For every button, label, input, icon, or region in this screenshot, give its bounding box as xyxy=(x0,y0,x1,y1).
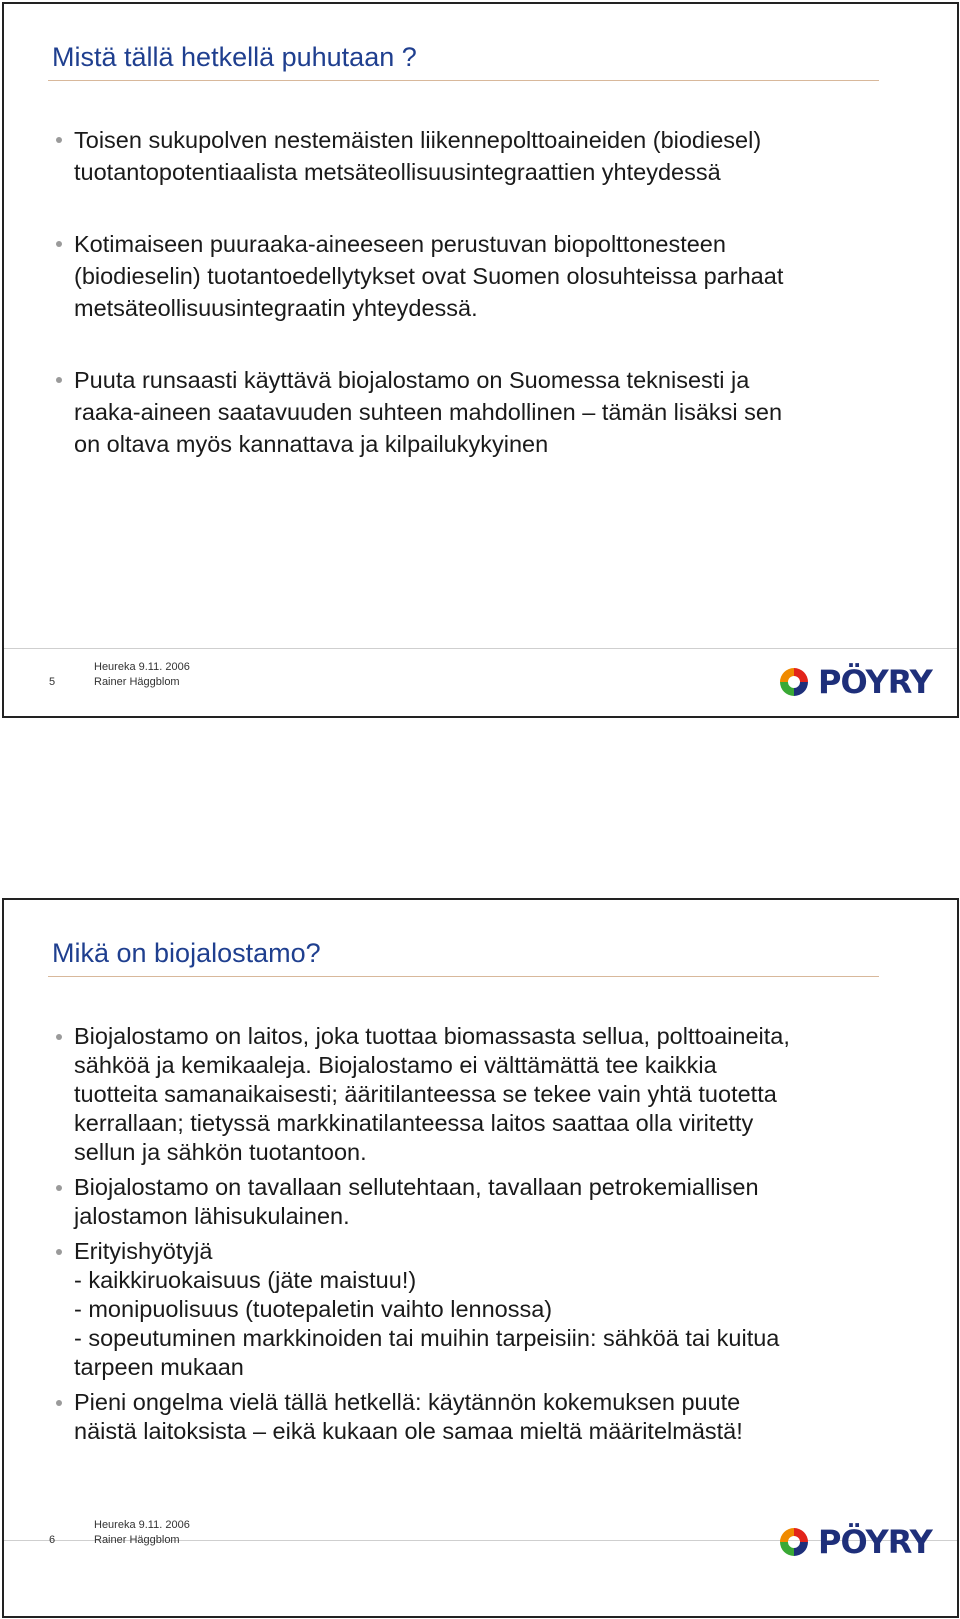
bullet-item xyxy=(54,1237,887,1382)
bullet-icon xyxy=(56,137,62,143)
bullet-text: Biojalostamo on tavallaan sellutehtaan, tavallaan petrokemiallisen jalostamon lähisukulainen. xyxy=(74,1174,759,1229)
bullet-list xyxy=(54,124,887,500)
footer-event: Heureka 9.11. 2006 xyxy=(94,661,190,673)
bullet-icon xyxy=(56,1400,62,1406)
bullet-item xyxy=(54,1022,887,1167)
bullet-text: Biojalostamo on laitos, joka tuottaa biomassasta sellua, polttoaineita, sähköä ja kemikaaleja. Biojalostamo ei välttämättä tee kaikkia tuotteita samanaikaisesti; ääritilanteessa se tekee vain yhtä tuotetta kerrallaan; tietyssä markkinatilanteessa laitos saattaa olla viritetty sellun ja sähkön tuotantoon. xyxy=(74,1023,790,1165)
slide-title: Mikä on biojalostamo? xyxy=(52,938,321,968)
bullet-text: Kotimaiseen puuraaka-aineeseen perustuvan biopolttonesteen (biodieselin) tuotantoedellytykset ovat Suomen olosuhteissa parhaat metsäteollisuusintegraatin yhteydessä. xyxy=(74,231,784,321)
poyry-logo xyxy=(776,1522,951,1562)
bullet-text: Puuta runsaasti käyttävä biojalostamo on Suomessa teknisesti ja raaka-aineen saatavuuden suhteen mahdollinen – tämän lisäksi sen on oltava myös kannattava ja kilpailukykyinen xyxy=(74,367,783,457)
logo-wordmark: PÖYRY xyxy=(818,663,932,701)
bullet-item xyxy=(54,1388,887,1446)
slide-5 xyxy=(2,2,959,718)
bullet-item xyxy=(54,124,887,188)
bullet-list xyxy=(54,1022,887,1452)
page-number: 5 xyxy=(49,676,56,688)
bullet-text: Erityishyötyjä - kaikkiruokaisuus (jäte maistuu!) - monipuolisuus (tuotepaletin vaihto lennossa) - sopeutuminen markkinoiden tai muihin tarpeisiin: sähköä tai kuitua tarpeen mukaan xyxy=(74,1238,780,1380)
bullet-icon xyxy=(56,1185,62,1191)
title-divider xyxy=(48,80,879,81)
poyry-logo-icon xyxy=(776,1524,812,1560)
footer-divider xyxy=(4,648,957,649)
page-number: 6 xyxy=(49,1534,56,1546)
bullet-icon xyxy=(56,1249,62,1255)
footer-author: Rainer Häggblom xyxy=(94,1534,180,1546)
bullet-item xyxy=(54,364,887,460)
footer-meta xyxy=(94,660,190,690)
poyry-logo-icon xyxy=(776,664,812,700)
poyry-logo xyxy=(776,662,951,702)
bullet-text: Toisen sukupolven nestemäisten liikennepolttoaineiden (biodiesel) tuotantopotentiaalista metsäteollisuusintegraattien yhteydessä xyxy=(74,127,762,185)
bullet-icon xyxy=(56,377,62,383)
slide-6 xyxy=(2,898,959,1618)
bullet-item xyxy=(54,228,887,324)
bullet-text: Pieni ongelma vielä tällä hetkellä: käytännön kokemuksen puute näistä laitoksista – eikä kukaan ole samaa mieltä määritelmästä! xyxy=(74,1389,743,1444)
slide-title: Mistä tällä hetkellä puhutaan ? xyxy=(52,42,417,72)
footer-meta xyxy=(94,1518,190,1548)
footer-author: Rainer Häggblom xyxy=(94,676,180,688)
title-divider xyxy=(48,976,879,977)
bullet-icon xyxy=(56,1034,62,1040)
logo-wordmark: PÖYRY xyxy=(818,1523,932,1561)
bullet-item xyxy=(54,1173,887,1231)
footer-event: Heureka 9.11. 2006 xyxy=(94,1519,190,1531)
bullet-icon xyxy=(56,241,62,247)
